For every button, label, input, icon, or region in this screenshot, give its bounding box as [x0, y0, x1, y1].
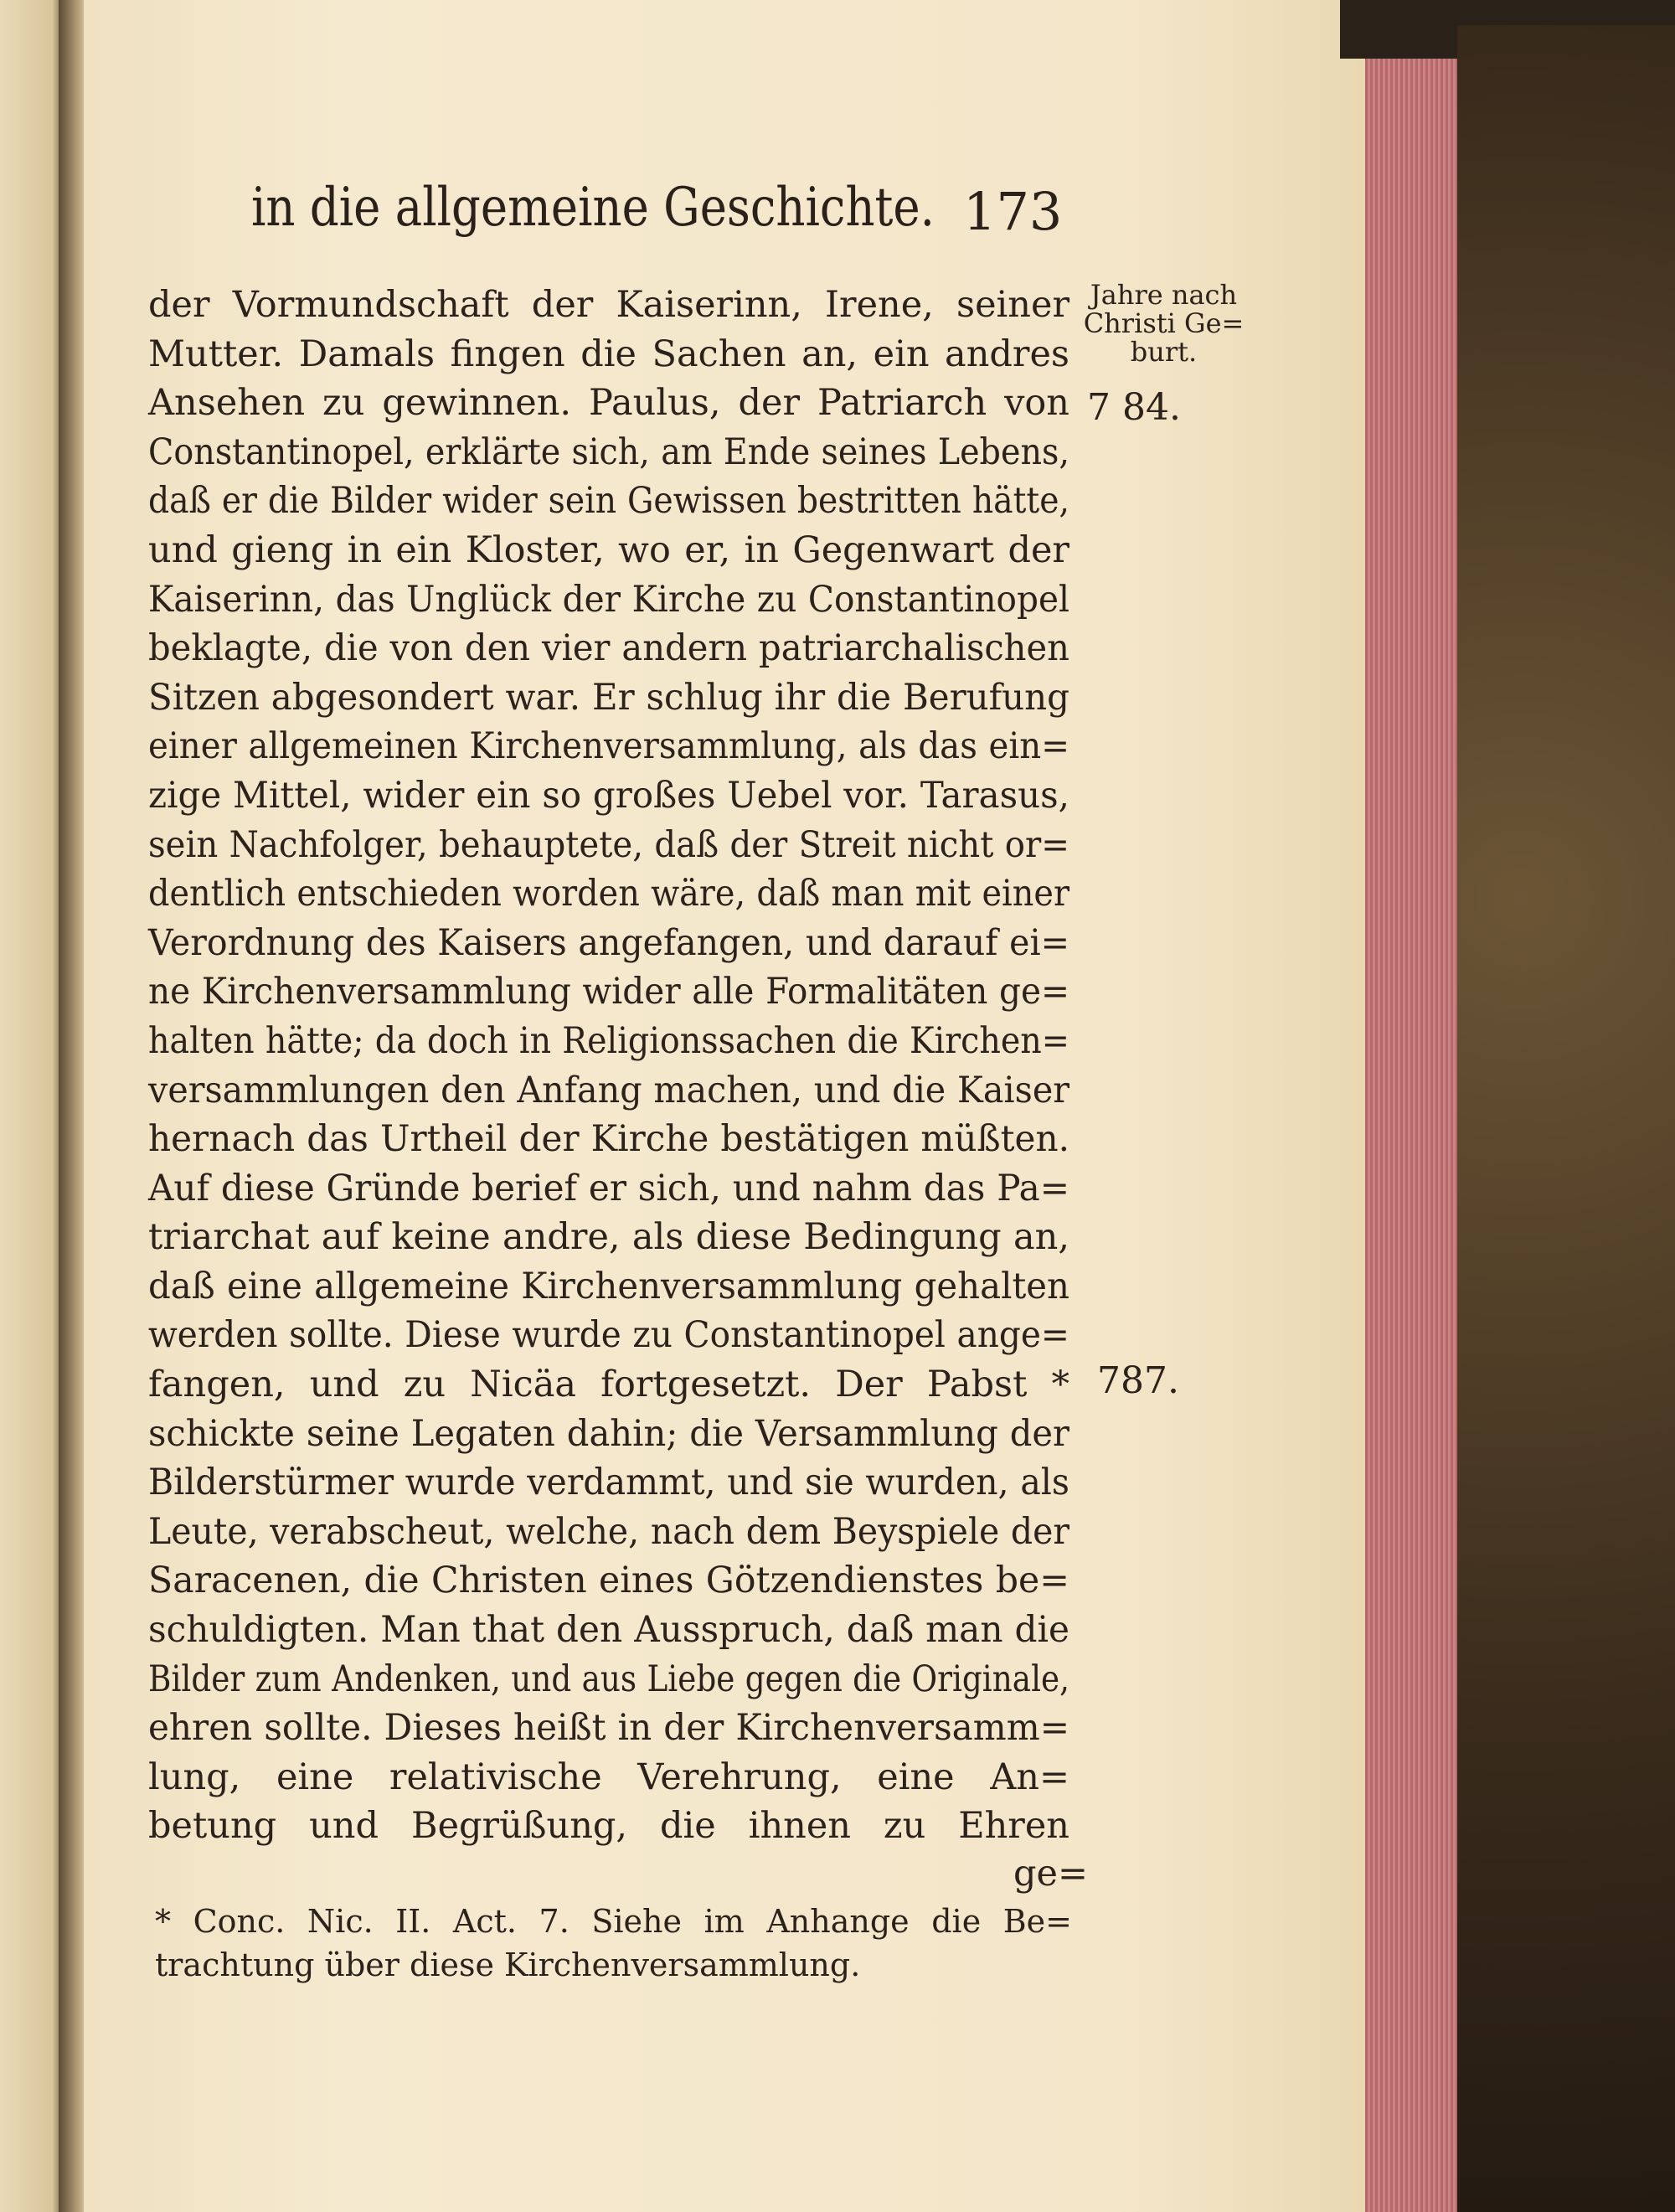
margin-year: 787.	[1097, 1359, 1179, 1402]
text-line: schuldigten. Man that den Ausspruch, daß man die	[148, 1609, 1069, 1652]
catchword: ge=	[1013, 1853, 1089, 1895]
text-line: lung, eine relativische Verehrung, eine An=	[148, 1756, 1069, 1798]
text-line: Bilderstürmer wurde verdammt, und sie wurden, als	[148, 1462, 1069, 1504]
text-line: versammlungen den Anfang machen, und die Kaiser	[148, 1069, 1069, 1111]
margin-heading-line: Jahre nach	[1090, 279, 1238, 311]
text-line: ehren sollte. Dieses heißt in der Kirchenversamm=	[148, 1707, 1069, 1750]
text-line: werden sollte. Diese wurde zu Constantinopel ange=	[148, 1314, 1069, 1357]
margin-heading-line: burt.	[1130, 336, 1198, 368]
page-edges	[1365, 50, 1461, 2212]
text-line: Ansehen zu gewinnen. Paulus, der Patriarch von	[148, 382, 1069, 425]
text-line: schickte seine Legaten dahin; die Versammlung der	[148, 1412, 1069, 1455]
text-line: beklagte, die von den vier andern patriarchalischen	[148, 627, 1069, 670]
margin-note-heading	[1082, 281, 1250, 366]
text-line: fangen, und zu Nicäa fortgesetzt. Der Pabst *	[148, 1364, 1069, 1406]
text-line: und gieng in ein Kloster, wo er, in Gegenwart der	[148, 529, 1069, 571]
text-line: Kaiserinn, das Unglück der Kirche zu Constantinopel	[148, 578, 1069, 621]
text-line: Saracenen, die Christen eines Götzendienstes be=	[148, 1560, 1069, 1602]
running-title: in die allgemeine Geschichte.	[251, 177, 935, 239]
text-line: Mutter. Damals fingen die Sachen an, ein andres	[148, 333, 1069, 375]
text-line: einer allgemeinen Kirchenversammlung, als das ein=	[148, 725, 1069, 768]
body-text	[148, 281, 1069, 1851]
text-line: zige Mittel, wider ein so großes Uebel vor. Tarasus,	[148, 774, 1069, 817]
page-number: 173	[963, 181, 1063, 242]
footnote-line: trachtung über diese Kirchenversammlung.	[155, 1946, 861, 1983]
text-line: Leute, verabscheut, welche, nach dem Beyspiele der	[148, 1510, 1069, 1553]
text-line: Constantinopel, erklärte sich, am Ende seines Lebens,	[148, 431, 1069, 473]
text-line: sein Nachfolger, behauptete, daß der Streit nicht or=	[148, 823, 1069, 866]
text-line: betung und Begrüßung, die ihnen zu Ehren	[148, 1805, 1069, 1848]
text-line: der Vormundschaft der Kaiserinn, Irene, seiner	[148, 284, 1069, 326]
footnote-line: * Conc. Nic. II. Act. 7. Siehe im Anhange die Be=	[155, 1903, 1072, 1940]
text-line: hernach das Urtheil der Kirche bestätigen müßten.	[148, 1118, 1069, 1161]
text-line: Auf diese Gründe berief er sich, und nahm das Pa=	[148, 1167, 1069, 1209]
footnote	[155, 1900, 1072, 1987]
text-line: daß er die Bilder wider sein Gewissen bestritten hätte,	[148, 480, 1069, 523]
text-line: halten hätte; da doch in Religionssachen die Kirchen=	[148, 1019, 1069, 1062]
book-cover	[1457, 25, 1675, 2212]
text-line: dentlich entschieden worden wäre, daß man mit einer	[148, 873, 1069, 915]
text-line: Bilder zum Andenken, und aus Liebe gegen die Originale,	[148, 1658, 1069, 1700]
text-line: triarchat auf keine andre, als diese Bedingung an,	[148, 1216, 1069, 1259]
margin-heading-line: Christi Ge=	[1083, 307, 1245, 339]
text-line: daß eine allgemeine Kirchenversammlung gehalten	[148, 1265, 1069, 1307]
previous-page-edge	[0, 0, 65, 2212]
text-line: ne Kirchenversammlung wider alle Formalitäten ge=	[148, 971, 1069, 1013]
margin-year: 7 84.	[1087, 386, 1181, 429]
text-line: Verordnung des Kaisers angefangen, und darauf ei=	[148, 921, 1069, 964]
text-line: Sitzen abgesondert war. Er schlug ihr die Berufung	[148, 676, 1069, 719]
